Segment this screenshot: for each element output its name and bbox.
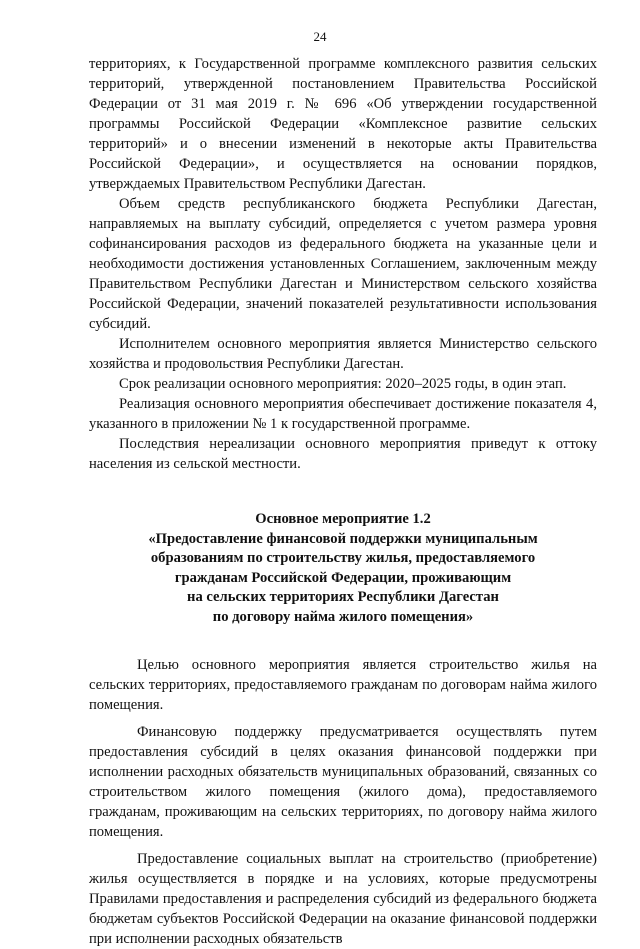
heading-line: «Предоставление финансовой поддержки муниципальным (148, 530, 538, 547)
paragraph: Реализация основного мероприятия обеспечивает достижение показателя 4, указанного в приложении № 1 к государственной программе. (89, 396, 597, 432)
paragraph: Объем средств республиканского бюджета Республики Дагестан, направляемых на выплату субсидий, определяется с учетом размера уровня софинансирования расходов из федерального бюджета на указанные цели и необходимости достижения установленных Соглашением, заключенным между Правительством Республики Дагестан и Министерством сельского хозяйства Российской Федерации, значений показателей результативности использования субсидий. (89, 196, 597, 332)
heading-line: образованиям по строительству жилья, предоставляемого (150, 550, 536, 566)
heading-line: на сельских территориях Республики Дагестан (187, 589, 499, 605)
document-body (89, 54, 597, 949)
paragraph: Финансовую поддержку предусматривается осуществлять путем предоставления субсидий в целях оказания финансовой поддержки при исполнении расходных обязательств муниципальных образований, связанных со строительством жилого помещения (жилого дома), предоставляемого гражданам, проживающим на сельских территориях, по договору найма жилого помещения. (89, 724, 597, 840)
paragraph: Предоставление социальных выплат на строительство (приобретение) жилья осуществляется в порядке и на условиях, которые предусмотрены Правилами предоставления и распределения субсидий из федерального бюджета бюджетам субъектов Российской Федерации на оказание финансовой поддержки при исполнении расходных обязательств (89, 851, 597, 947)
paragraph: Срок реализации основного мероприятия: 2020–2025 годы, в один этап. (119, 376, 567, 392)
paragraph: Исполнителем основного мероприятия является Министерство сельского хозяйства и продовольствия Республики Дагестан. (89, 336, 597, 372)
paragraph: Целью основного мероприятия является строительство жилья на сельских территориях, предоставляемого гражданам по договорам найма жилого помещения. (89, 657, 597, 713)
section-heading (89, 510, 597, 627)
paragraph: территориях, к Государственной программе комплексного развития сельских территорий, утвержденной постановлением Правительства Российской Федерации от 31 мая 2019 г. № 696 «Об утверждении государственной программы Российской Федерации «Комплексное развитие сельских территорий» и о внесении изменений в некоторые акты Правительства Российской Федерации», и осуществляется на основании порядков, утверждаемых Правительством Республики Дагестан. (89, 56, 597, 192)
paragraph: Последствия нереализации основного мероприятия приведут к оттоку населения из сельской местности. (89, 436, 597, 472)
page-number: 24 (313, 29, 327, 44)
heading-line: Основное мероприятие 1.2 (255, 511, 431, 527)
heading-line: по договору найма жилого помещения» (212, 608, 474, 625)
heading-line: гражданам Российской Федерации, проживающим (174, 569, 512, 586)
